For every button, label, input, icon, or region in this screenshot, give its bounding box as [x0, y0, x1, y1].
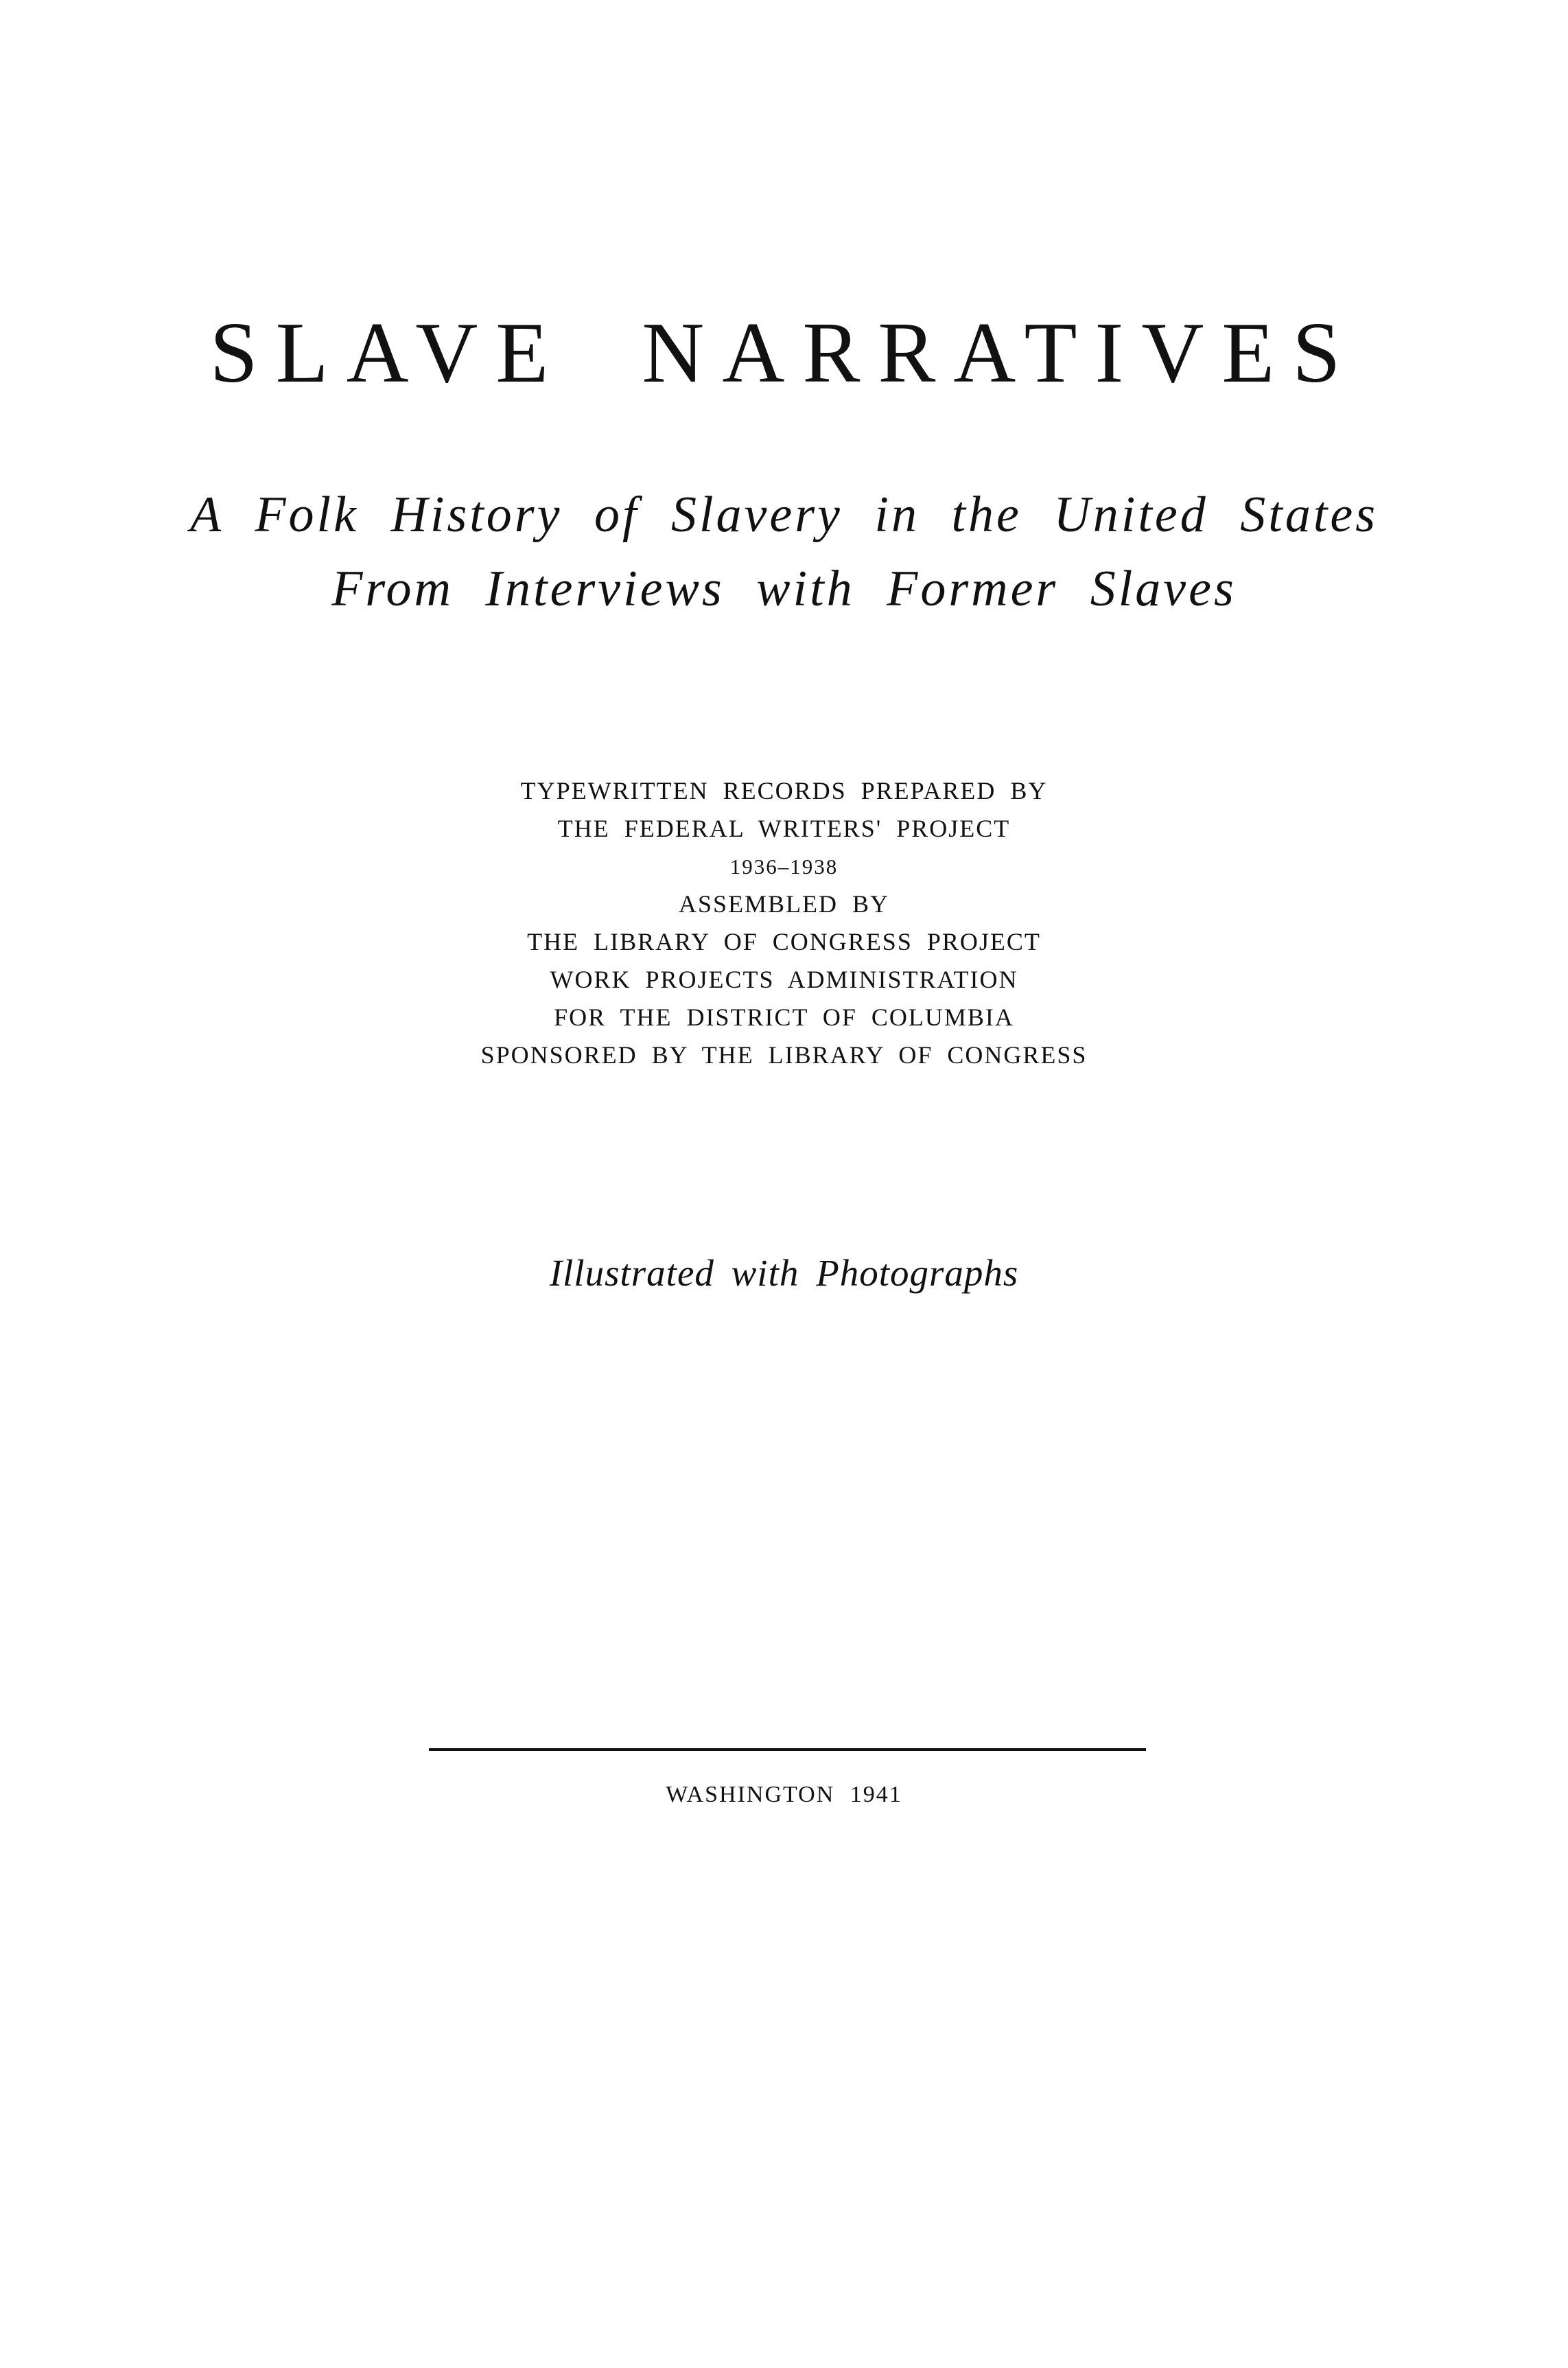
records-line: SPONSORED BY THE LIBRARY OF CONGRESS — [480, 1041, 1088, 1069]
imprint: WASHINGTON 1941 — [666, 1782, 902, 1807]
illustrated-note: Illustrated with Photographs — [549, 1252, 1019, 1294]
records-line: FOR THE DISTRICT OF COLUMBIA — [554, 1003, 1014, 1031]
imprint-divider — [429, 1748, 1146, 1751]
records-years: 1936–1938 — [729, 855, 839, 879]
book-title — [0, 302, 1568, 405]
subtitle-line-1: A Folk History of Slavery in the United States — [189, 487, 1379, 543]
records-block — [0, 772, 1568, 1074]
records-line: ASSEMBLED BY — [678, 890, 890, 918]
records-line: THE FEDERAL WRITERS' PROJECT — [557, 815, 1011, 842]
book-title-word-1: SLAVE — [209, 305, 567, 401]
subtitle-line-2: From Interviews with Former Slaves — [331, 561, 1237, 617]
book-title-word-2: NARRATIVES — [642, 305, 1359, 401]
records-line: TYPEWRITTEN RECORDS PREPARED BY — [520, 777, 1048, 804]
records-line: THE LIBRARY OF CONGRESS PROJECT — [527, 928, 1041, 955]
records-line: WORK PROJECTS ADMINISTRATION — [550, 966, 1018, 993]
